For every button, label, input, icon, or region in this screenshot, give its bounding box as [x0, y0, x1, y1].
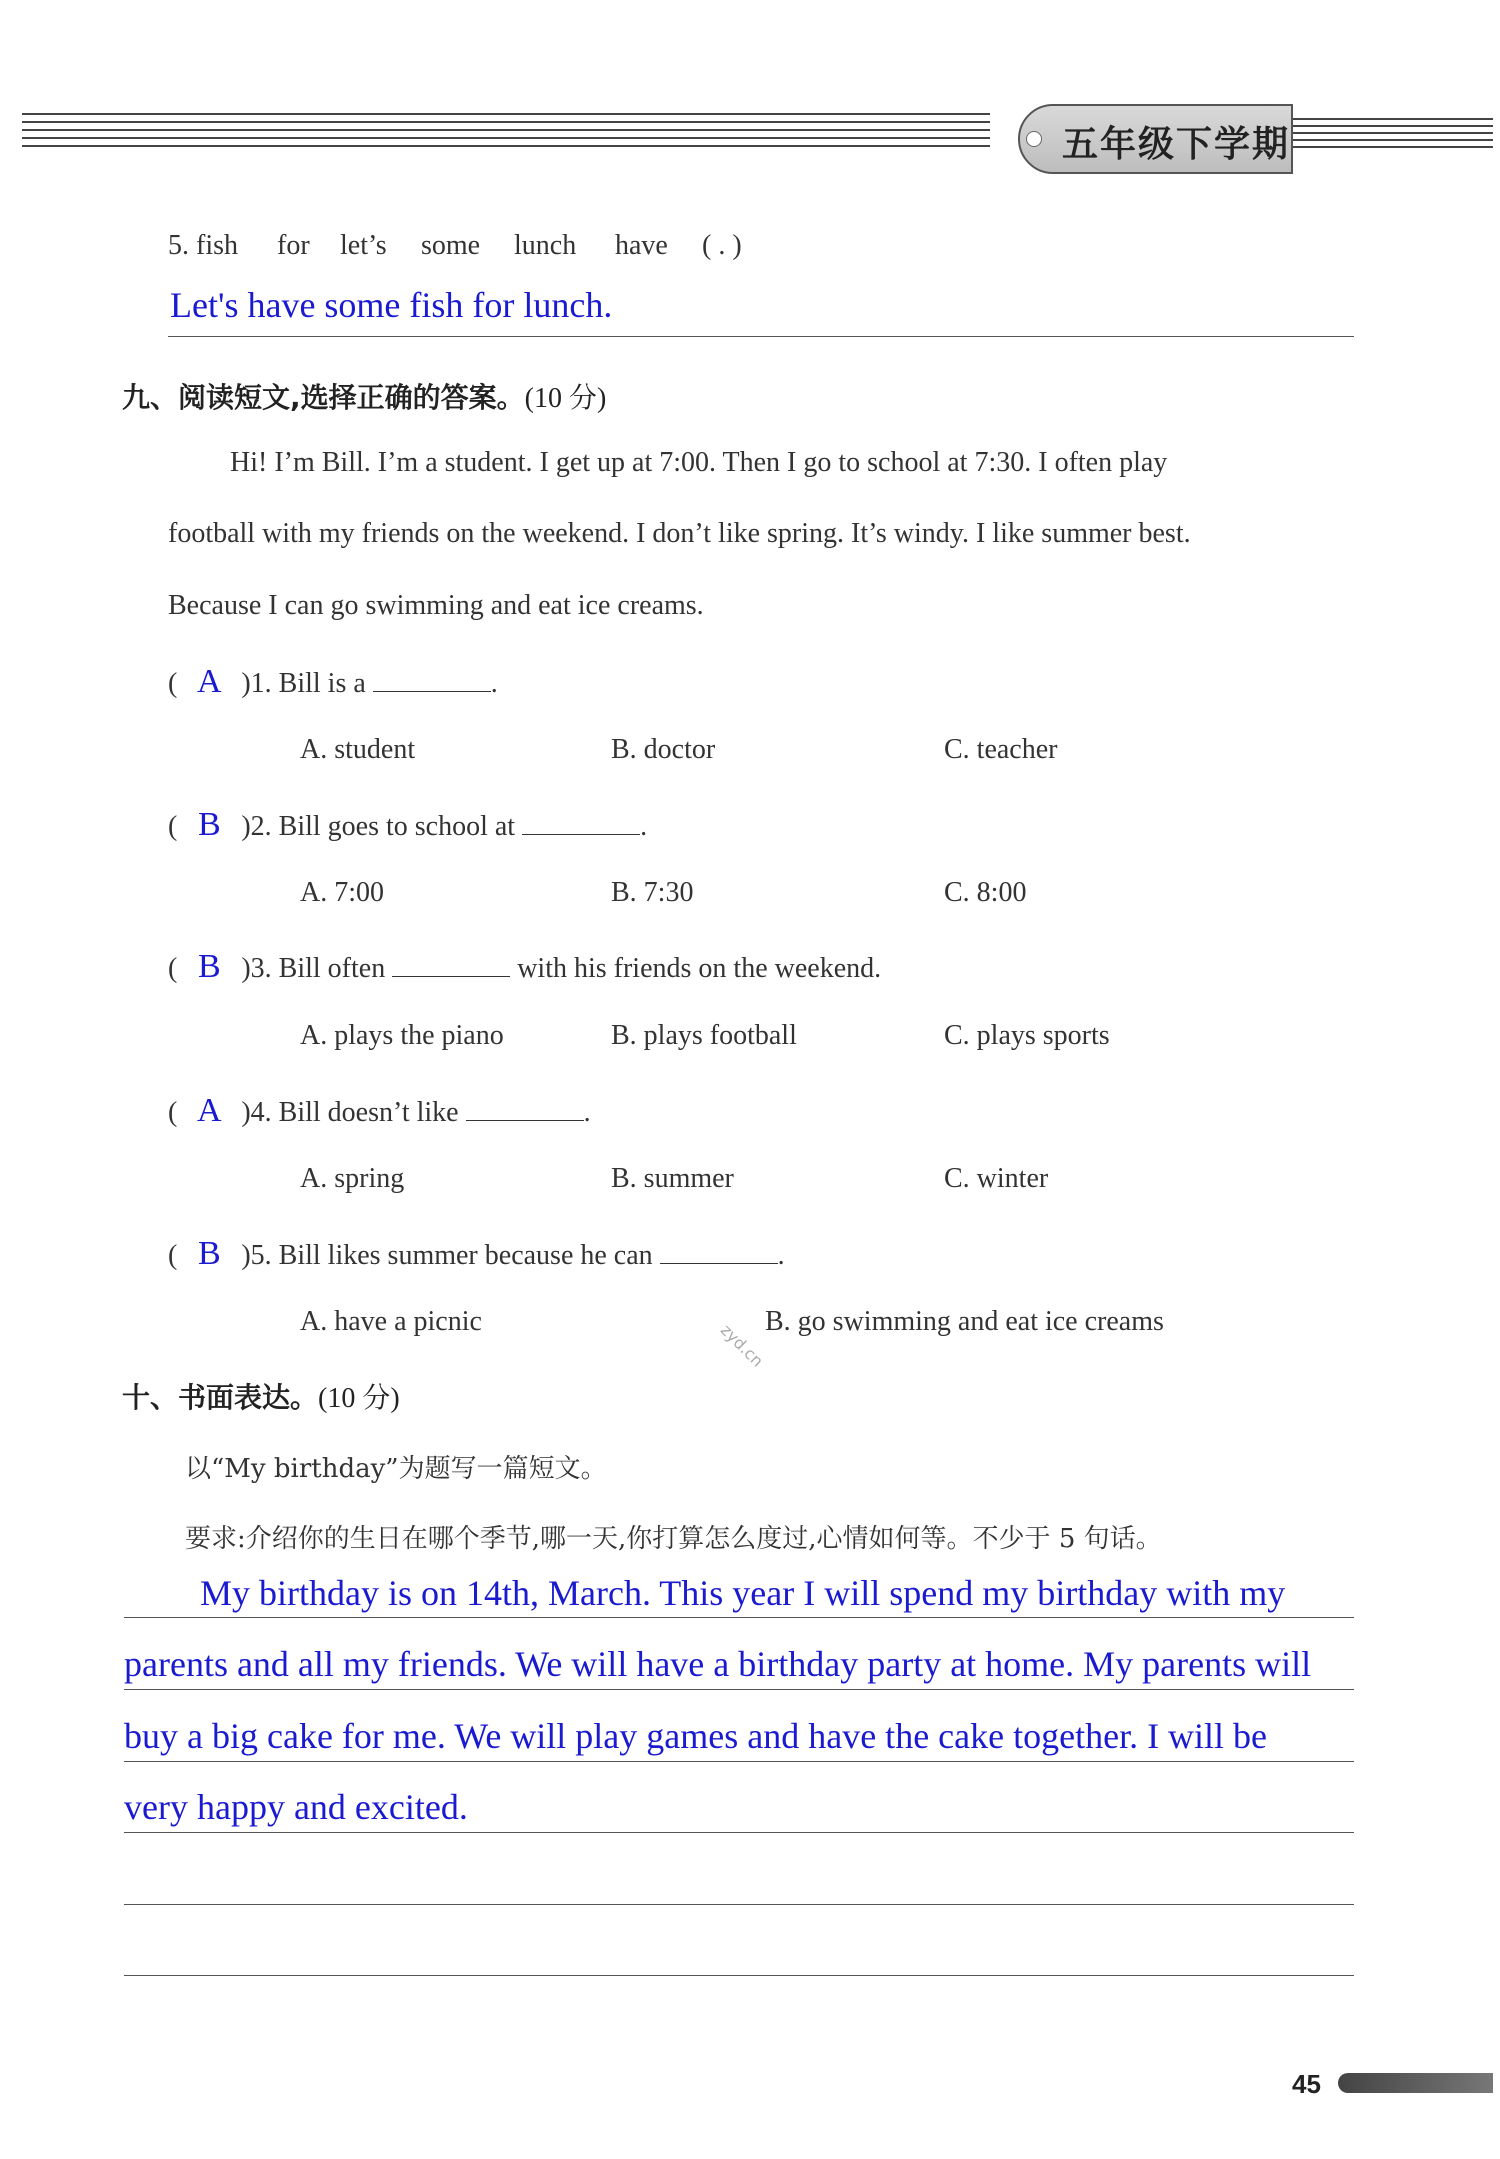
writing-line [124, 1832, 1354, 1833]
question-answer: B [197, 1235, 221, 1272]
header-rule-lines [22, 113, 990, 157]
writing-line [124, 1975, 1354, 1976]
q5-word: some [421, 230, 481, 261]
q5-word: have [615, 230, 668, 261]
answer-blank [466, 1096, 584, 1121]
question-answer: B [197, 948, 221, 985]
option: A. student [300, 734, 416, 765]
question-answer: A [197, 663, 222, 700]
writing-line [124, 1689, 1354, 1690]
q5-answer: Let's have some fish for lunch. [170, 285, 613, 325]
option: B. plays football [611, 1020, 797, 1051]
answer-blank [373, 667, 491, 692]
question-answer: A [197, 1092, 222, 1129]
question-row: ( B )2. Bill goes to school at . [168, 806, 648, 843]
essay-line: very happy and excited. [124, 1787, 468, 1827]
page-number-bar [1338, 2073, 1493, 2093]
option: C. plays sports [944, 1020, 1110, 1051]
option: B. go swimming and eat ice creams [765, 1306, 1164, 1337]
q5-word: for [277, 230, 310, 261]
option: A. plays the piano [300, 1020, 504, 1051]
header-title: 五年级下学期 [1062, 124, 1291, 165]
essay-line: My birthday is on 14th, March. This year I will spend my birthday with my [200, 1573, 1286, 1613]
option: A. 7:00 [300, 877, 384, 908]
section9-points: (10 分) [524, 383, 607, 414]
question-row: ( A )1. Bill is a . [168, 663, 498, 700]
question-row: ( A )4. Bill doesn’t like . [168, 1092, 591, 1129]
question-answer: B [197, 806, 221, 843]
writing-line [124, 1761, 1354, 1762]
option: A. have a picnic [300, 1306, 482, 1337]
page-number: 45 [1292, 2069, 1321, 2099]
writing-requirement: 要求:介绍你的生日在哪个季节,哪一天,你打算怎么度过,心情如何等。不少于 5 句话。 [185, 1524, 1162, 1554]
header-bullet-icon [1026, 131, 1042, 147]
section10-points: (10 分) [318, 1383, 400, 1414]
passage-line: Because I can go swimming and eat ice creams. [168, 590, 704, 621]
question-row: ( B )5. Bill likes summer because he can . [168, 1235, 785, 1272]
section9-title: 九、阅读短文,选择正确的答案。(10 分) [122, 381, 607, 414]
writing-line [124, 1617, 1354, 1618]
passage-line: Hi! I’m Bill. I’m a student. I get up at 7:00. Then I go to school at 7:30. I often play [230, 447, 1168, 478]
option: C. teacher [944, 734, 1058, 765]
passage-line: football with my friends on the weekend. I don’t like spring. It’s windy. I like summer best. [168, 518, 1191, 549]
q5-word: lunch [514, 230, 577, 261]
writing-topic: 以“My birthday”为题写一篇短文。 [185, 1454, 607, 1484]
option: B. summer [611, 1163, 734, 1194]
watermark: zyd.cn [716, 1320, 768, 1371]
option: C. 8:00 [944, 877, 1027, 908]
option: C. winter [944, 1163, 1049, 1194]
writing-line [124, 1904, 1354, 1905]
header-rule-lines-right [1293, 118, 1493, 162]
answer-blank [660, 1239, 778, 1264]
option: A. spring [300, 1163, 405, 1194]
question-row: ( B )3. Bill often with his friends on the weekend. [168, 948, 882, 985]
option: B. doctor [611, 734, 716, 765]
essay-line: buy a big cake for me. We will play games and have the cake together. I will be [124, 1716, 1268, 1756]
section10-title: 十、书面表达。(10 分) [122, 1381, 400, 1414]
q5-word: let’s [340, 230, 387, 261]
answer-line [168, 336, 1354, 337]
option: B. 7:30 [611, 877, 694, 908]
q5-word: 5. fish [168, 230, 238, 261]
essay-line: parents and all my friends. We will have a birthday party at home. My parents will [124, 1644, 1312, 1684]
q5-word: ( . ) [702, 230, 742, 261]
answer-blank [522, 810, 640, 835]
answer-blank [392, 952, 510, 977]
